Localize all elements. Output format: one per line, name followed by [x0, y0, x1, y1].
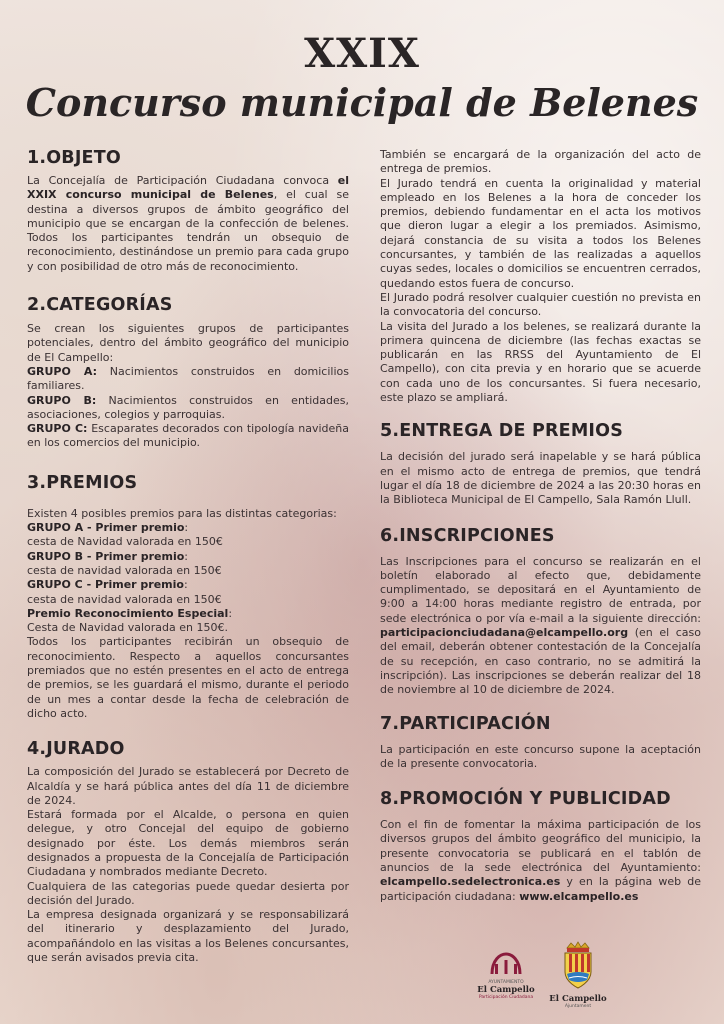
right-column [380, 148, 701, 904]
bold-run: GRUPO A: [27, 364, 98, 378]
section-premios [27, 473, 349, 721]
bold-run: el XXIX concurso municipal de Belenes [27, 174, 349, 202]
bold-run: GRUPO C - Primer premio [27, 578, 184, 592]
prize-special-text: Cesta de Navidad valorada en 150€. [27, 621, 228, 635]
section-heading: 5.ENTREGA DE PREMIOS [380, 421, 624, 442]
logo-name: El Campello [477, 985, 535, 995]
title-number: XXIX [304, 30, 420, 77]
logo-subtitle: Participación Ciudadana [478, 995, 534, 1000]
section-heading: 4.JURADO [27, 739, 125, 760]
page-title: Concurso municipal de Belenes [25, 80, 699, 125]
section-jurado-cont [380, 148, 701, 405]
text-run: (en el caso del email, deberán obtener contestación de la Concejalía de su recepción, en caso contrario, no se admitirá la inscripción). Las inscripciones se deberán realizar del 18 de noviembre al 10 de diciembre de 2024. [380, 626, 701, 697]
text-run: La Concejalía de Participación Ciudadana convoca [27, 174, 338, 187]
section-heading: 8.PROMOCIÓN Y PUBLICIDAD [380, 789, 671, 810]
crown-icon [486, 950, 526, 976]
text-run: , el cual se destina a diversos grupos de ámbito geográfico del municipio que se encargan de la confección de belenes. Todos los participantes tendrán un obsequio de reconocimiento, destinándose un premio para cada grupo y con posibilidad de otro más de reconocimiento. [27, 188, 349, 273]
section-heading: 7.PARTICIPACIÓN [380, 713, 551, 734]
section-text: Cualquiera de las categorias puede quedar desierta por decisión del Jurado. [27, 879, 349, 907]
bold-run: Premio Reconocimiento Especial [27, 606, 229, 620]
sede-link[interactable]: elcampello.sedelectronica.es [380, 875, 561, 889]
text-run: y en la página web de participación ciudadana: [380, 875, 701, 903]
section-jurado [27, 739, 349, 965]
left-column [27, 148, 349, 965]
section-entrega [380, 421, 701, 507]
section-categorias [27, 295, 349, 451]
section-text: La composición del Jurado se establecerá por Decreto de Alcaldía y se hará pública antes del día 11 de diciembre de 2024. [27, 765, 349, 807]
section-text: La empresa designada organizará y se responsabilizará del itinerario y desplazamiento del Jurado, acompañándolo en las visitas a los Belenes concursantes, que serán avisados previa cita. [27, 908, 349, 965]
section-text: La decisión del jurado será inapelable y se hará pública en el mismo acto de entrega de premios, que tendrá lugar el día 18 de diciembre de 2024 a las 20:30 horas en la Biblioteca Municipal de El Campello, Sala Ramón Llull. [380, 450, 701, 507]
logo-subtitle: Ajuntament [564, 1004, 592, 1009]
section-text: Se crean los siguientes grupos de participantes potenciales, dentro del ámbito geográfico del municipio de El Campello: [27, 322, 349, 364]
bold-run: GRUPO B - Primer premio [27, 549, 185, 563]
section-heading: 2.CATEGORÍAS [27, 295, 173, 316]
section-text [380, 818, 701, 904]
prize-c-label: GRUPO C - Primer premio: [27, 578, 188, 592]
section-promocion [380, 789, 701, 904]
section-text: Todos los participantes recibirán un obsequio de reconocimiento. Respecto a aquellos concursantes premiados que no estén presentes en el acto de entrega de premios, se les guardará el mismo, durante el periodo de un mes a contar desde la fecha de celebración de dicho acto. [27, 635, 349, 720]
section-heading: 1.OBJETO [27, 148, 121, 168]
bold-run: GRUPO C: [27, 422, 88, 436]
web-link[interactable]: www.elcampello.es [519, 889, 639, 903]
participacion-logo [466, 950, 546, 1000]
prize-special-label: Premio Reconocimiento Especial: [27, 606, 233, 620]
group-a-text [27, 365, 349, 394]
ayuntamiento-logo [543, 940, 613, 1009]
prize-b-label: GRUPO B - Primer premio: [27, 549, 188, 563]
section-objeto [27, 148, 349, 274]
section-text: La visita del Jurado a los belenes, se realizará durante la primera quincena de diciembre (las fechas exactas se publicarán en las RRSS del Ayuntamiento de El Campello), con cita previa y en horario que se acuerde con cada uno de los concursantes. Si fuera necesario, este plazo se ampliará. [380, 319, 701, 405]
coat-of-arms-icon [561, 940, 595, 990]
group-c-text [27, 422, 349, 451]
section-participacion [380, 714, 701, 772]
group-b-text [27, 394, 349, 423]
section-text: Existen 4 posibles premios para las distintas categorias: [27, 506, 337, 520]
text-run: Nacimientos construidos en entidades, asociaciones, colegios y parroquias. [27, 393, 349, 421]
section-text: También se encargará de la organización del acto de entrega de premios. [380, 148, 701, 176]
section-text: Estará formada por el Alcalde, o persona en quien delegue, y otro Concejal del equipo de gobierno designado por éste. Los demás miembros serán designados a propuesta de la Concejalía de Participación Ciudadana y nombrados mediante Decreto. [27, 808, 349, 879]
prize-a-text: cesta de Navidad valorada en 150€ [27, 535, 223, 549]
text-run: Nacimientos construidos en domicilios familiares. [27, 364, 349, 393]
section-text [27, 174, 349, 274]
prize-b-text: cesta de navidad valorada en 150€ [27, 563, 222, 577]
section-text: El Jurado tendrá en cuenta la originalidad y material empleado en los Belenes a la hora de conceder los premios, debiendo fundamentar en el acta los motivos que dieron lugar a elegir a los premiados. Asimismo, dejará constancia de su visita a todos los Belenes concursantes, y también de las realizadas a aquellos cuyas sedes, locales o domicilios se encuentren cerrados, quedando estos fuera de concurso. [380, 176, 701, 290]
section-text [380, 555, 701, 698]
section-text: El Jurado podrá resolver cualquier cuestión no prevista en la convocatoria del concurso. [380, 290, 701, 319]
prize-c-text: cesta de navidad valorada en 150€ [27, 592, 222, 606]
bold-run: GRUPO B: [27, 393, 97, 407]
section-inscripciones [380, 526, 701, 698]
logo-top-text: AYUNTAMIENTO [488, 980, 524, 985]
section-heading: 3.PREMIOS [27, 472, 138, 493]
text-run: Escaparates decorados con tipología navideña en los comercios del municipio. [27, 422, 349, 450]
email-link[interactable]: participacionciudadana@elcampello.org [380, 626, 629, 640]
bold-run: GRUPO A - Primer premio [27, 521, 185, 535]
text-run: Las Inscripciones para el concurso se realizarán en el boletín elaborado al efecto que, debidamente cumplimentado, se depositará en el Ayuntamiento de 9:00 a 14:00 horas mediante registro de entrada, por sede electrónica o por vía e-mail a la siguiente dirección: [380, 554, 701, 625]
section-heading: 6.INSCRIPCIONES [380, 525, 555, 546]
logo-name: El Campello [549, 994, 607, 1004]
text-run: Con el fin de fomentar la máxima participación de los diversos grupos del ámbito geográfico del municipio, la presente convocatoria se publicará en el tablón de anuncios de la sede electrónica del Ayuntamiento: [380, 818, 701, 874]
section-text: La participación en este concurso supone la aceptación de la presente convocatoria. [380, 742, 701, 770]
prize-a-label: GRUPO A - Primer premio: [27, 521, 189, 535]
